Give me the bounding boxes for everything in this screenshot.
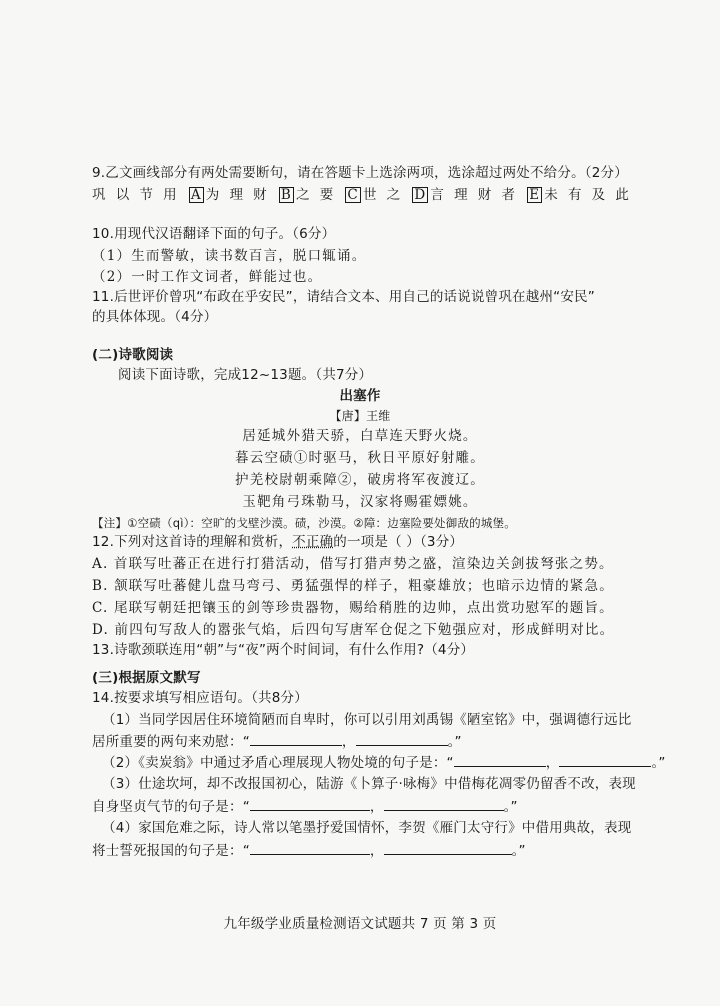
q14-item-4-line-2: [92, 840, 526, 861]
q12-option-a: A. 首联写吐蕃正在进行打猎活动，借写打猎声势之盛，渲染边关剑拔弩张之势。: [92, 556, 614, 572]
q14-item-3-comma: ，: [369, 799, 384, 815]
q14-item-1-line-2: [92, 731, 462, 752]
q9-char: 理: [454, 187, 469, 203]
q9-char: 理: [229, 187, 245, 203]
q9-char: 巩: [92, 187, 107, 203]
q14-item-2-comma: ，: [545, 755, 560, 771]
q9-char: 言: [430, 187, 446, 203]
poem-note: 【注】①空碛（qì）：空旷的戈壁沙漠。碛，沙漠。②障：边塞险要处御敌的城堡。: [92, 516, 516, 530]
answer-blank[interactable]: [454, 752, 546, 767]
q10-stem: 10.用现代汉语翻译下面的句子。（6分）: [92, 226, 336, 242]
q9-char: 以: [115, 187, 131, 203]
section-heading-poetry: (二)诗歌阅读: [92, 347, 174, 363]
q9-char: 此: [615, 187, 631, 203]
q9-option-box[interactable]: B: [280, 187, 292, 203]
q12-option-c: C. 尾联写朝廷把镶玉的剑等珍贵器物，赐给稍胜的边帅，点出赏功慰军的题旨。: [92, 600, 614, 616]
answer-blank[interactable]: [356, 731, 448, 746]
q12-emphasis: 不正确: [292, 534, 334, 550]
q9-char: 之: [386, 187, 402, 203]
poem-line: 居延城外猎天骄，白草连天野火烧。: [242, 428, 478, 444]
q14-item-1-comma: ，: [341, 734, 356, 750]
q9-option-box[interactable]: D: [414, 187, 427, 203]
q14-item-4-prefix: 将士誓死报国的句子是：“: [92, 843, 250, 859]
poetry-intro: 阅读下面诗歌，完成12~13题。（共7分）: [118, 367, 373, 383]
q9-char: 财: [477, 187, 493, 203]
q9-char: 未: [544, 187, 559, 203]
q9-option-box[interactable]: C: [347, 187, 359, 203]
q14-item-2: [102, 752, 666, 773]
q14-item-1-line-1: （1）当同学因居住环境简陋而自卑时，你可以引用刘禹锡《陋室铭》中，强调德行远比: [102, 712, 632, 728]
section-heading-dictation: (三)根据原文默写: [92, 670, 201, 686]
answer-blank[interactable]: [384, 840, 512, 855]
q9-option-box[interactable]: E: [529, 187, 541, 203]
q13-stem: 13.诗歌颈联连用“朝”与“夜”两个时间词，有什么作用?（4分）: [92, 642, 475, 658]
q14-item-2-prefix: （2）《卖炭翁》中通过矛盾心理展现人物处境的句子是：“: [102, 755, 454, 771]
q9-char: 节: [139, 187, 155, 203]
poem-line: 暮云空碛①时驱马，秋日平原好射雕。: [235, 450, 485, 466]
q9-char: 有: [567, 187, 583, 203]
q14-item-1-prefix: 居所重要的两句来劝慰：“: [92, 734, 250, 750]
q14-item-3-line-1: （3）仕途坎坷，却不改报国初心，陆游《卜算子·咏梅》中借梅花凋零仍留香不改，表现: [102, 776, 636, 792]
q12-option-b: B. 颔联写吐蕃健儿盘马弯弓、勇猛强悍的样子，粗豪雄放；也暗示边情的紧急。: [92, 578, 614, 594]
poem-line: 玉靶角弓珠勒马，汉家将赐霍嫖姚。: [242, 494, 478, 510]
q9-char: 者: [501, 187, 517, 203]
q14-item-1-suffix: 。”: [447, 734, 462, 750]
poem-title: 出塞作: [339, 388, 381, 404]
poem-line: 护羌校尉朝乘障②，破虏将军夜渡辽。: [235, 472, 485, 488]
q14-item-4-suffix: 。”: [511, 843, 526, 859]
q12-stem-post: 的一项是（ ）（3分）: [333, 534, 464, 550]
q9-char: 及: [591, 187, 607, 203]
q9-char: 之: [296, 187, 311, 203]
q9-stem: 9.乙文画线部分有两处需要断句，请在答题卡上选涂两项，选涂超过两处不给分。（2分）: [92, 165, 628, 181]
q14-stem: 14.按要求填写相应语句。（共8分）: [92, 690, 308, 706]
q14-item-4-comma: ，: [369, 843, 384, 859]
q9-char: 用: [163, 187, 178, 203]
q12-option-d: D. 前四句写敌人的嚣张气焰，后四句写唐军仓促之下勉强应对，形成鲜明对比。: [92, 622, 615, 638]
answer-blank[interactable]: [559, 752, 651, 767]
q10-sentence-2: （2）一时工作文词者，鲜能过也。: [92, 269, 323, 285]
q9-char: 世: [362, 187, 378, 203]
page-footer: 九年级学业质量检测语文试题共 7 页 第 3 页: [223, 916, 497, 932]
q14-item-3-prefix: 自身坚贞气节的句子是：“: [92, 799, 250, 815]
q12-stem: [92, 532, 463, 552]
q12-stem-pre: 12.下列对这首诗的理解和赏析，: [92, 534, 293, 550]
q14-item-4-line-1: （4）家国危难之际，诗人常以笔墨抒爱国情怀，李贺《雁门太守行》中借用典故，表现: [102, 820, 632, 836]
q10-sentence-1: （1）生而警敏，读书数百言，脱口辄诵。: [92, 248, 367, 264]
q11-stem-line-1: 11.后世评价曾巩“布政在乎安民”，请结合文本、用自己的话说说曾巩在越州“安民”: [92, 289, 595, 305]
q9-sentence: [92, 185, 639, 205]
answer-blank[interactable]: [384, 796, 504, 811]
q9-option-box[interactable]: A: [190, 187, 202, 203]
q9-char: 要: [319, 187, 335, 203]
answer-blank[interactable]: [250, 796, 370, 811]
q11-stem-line-2: 的具体体现。（4分）: [92, 309, 218, 325]
answer-blank[interactable]: [250, 731, 342, 746]
q9-char: 财: [253, 187, 268, 203]
poem-author: 【唐】王维: [329, 409, 391, 423]
q14-item-3-line-2: [92, 796, 518, 817]
q14-item-2-suffix: 。”: [651, 755, 666, 771]
q9-char: 为: [205, 187, 221, 203]
q14-item-3-suffix: 。”: [503, 799, 518, 815]
answer-blank[interactable]: [250, 840, 370, 855]
